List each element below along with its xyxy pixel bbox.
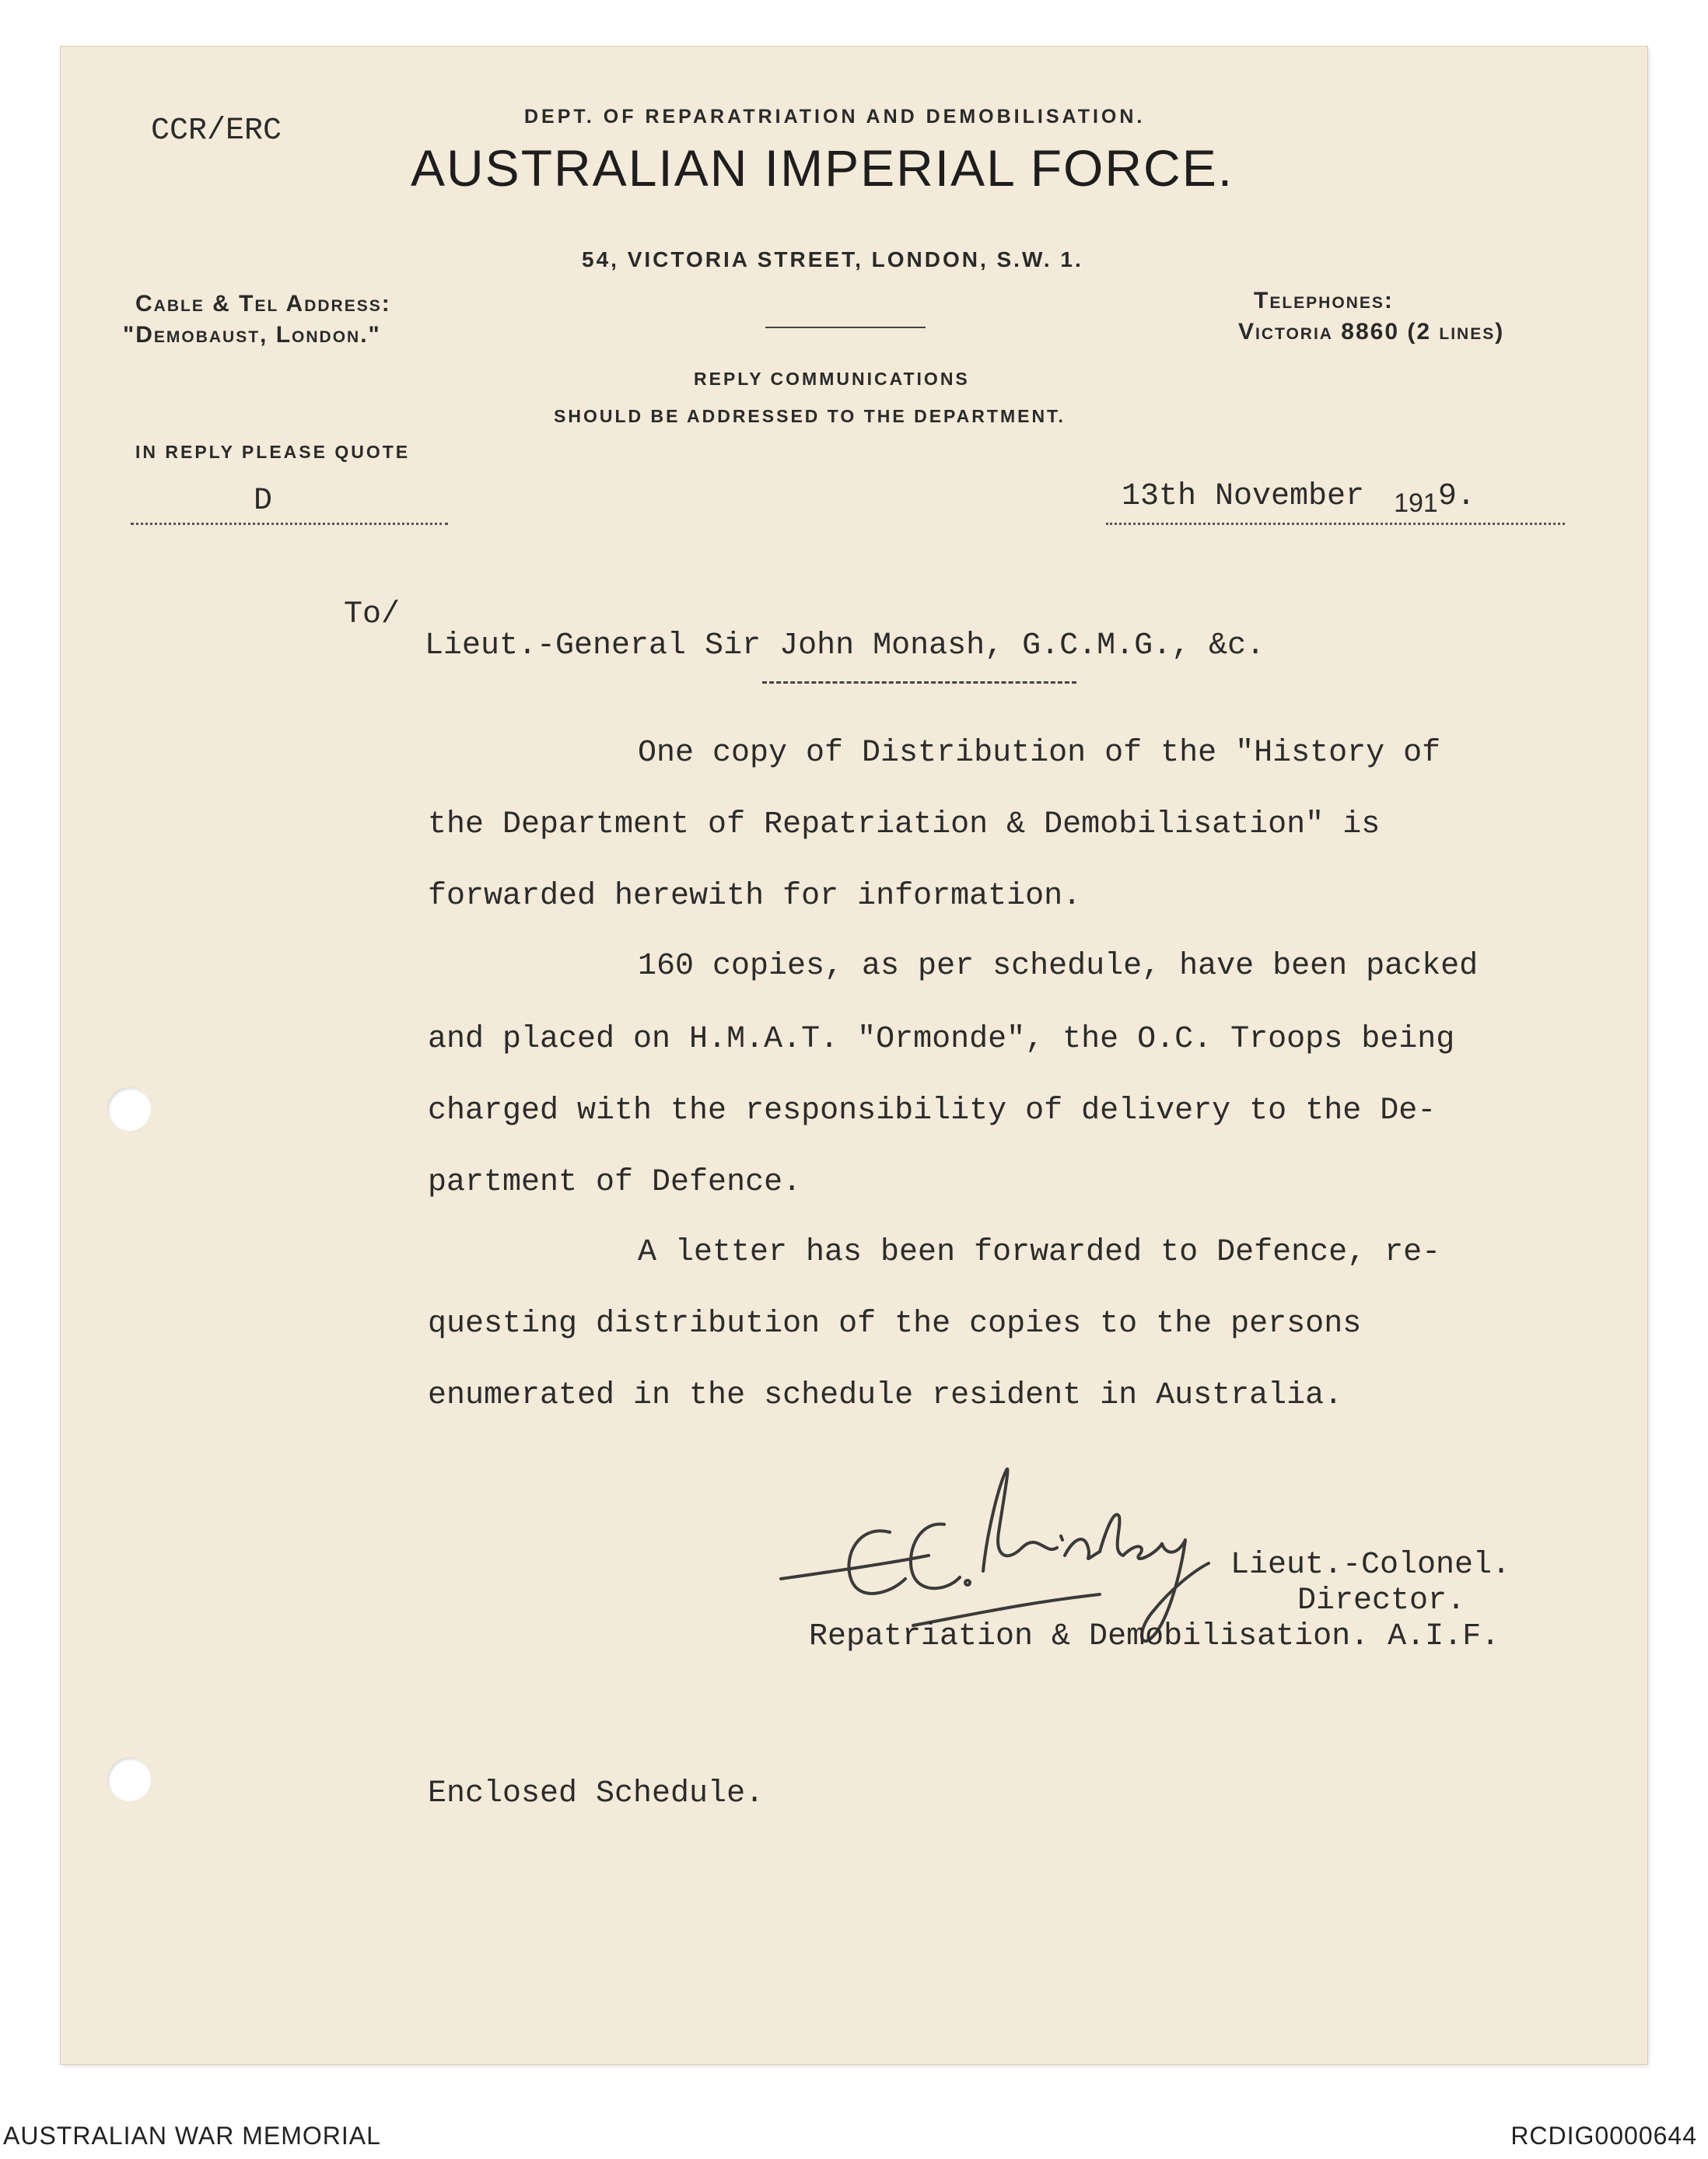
letterhead-dept: DEPT. OF REPARATRIATION AND DEMOBILISATION. xyxy=(524,106,1146,128)
body-line-6: charged with the responsibility of delivery to the De- xyxy=(428,1093,1437,1128)
date-year-prefix: 191 xyxy=(1394,488,1438,518)
body-line-7: partment of Defence. xyxy=(428,1165,802,1200)
signatory-title: Director. xyxy=(1297,1583,1466,1618)
telephones-value: Victoria 8860 (2 lines) xyxy=(1238,319,1505,345)
punch-hole-bottom xyxy=(107,1758,151,1801)
body-line-3: forwarded herewith for information. xyxy=(428,879,1082,914)
letterhead-org: AUSTRALIAN IMPERIAL FORCE. xyxy=(411,139,1234,197)
body-line-4: 160 copies, as per schedule, have been packed xyxy=(638,949,1479,984)
signatory-unit: Repatriation & Demobilisation. A.I.F. xyxy=(809,1619,1500,1654)
date-dotted-line xyxy=(1106,523,1565,525)
cable-address-label: Cable & Tel Address: xyxy=(135,291,391,317)
recipient: Lieut.-General Sir John Monash, G.C.M.G., &c. xyxy=(425,628,1265,663)
letterhead-address: 54, VICTORIA STREET, LONDON, S.W. 1. xyxy=(582,247,1083,271)
enclosure-note: Enclosed Schedule. xyxy=(428,1776,765,1811)
body-line-5: and placed on H.M.A.T. "Ormonde", the O.C. Troops being xyxy=(428,1022,1455,1057)
body-line-9: questing distribution of the copies to the persons xyxy=(428,1307,1362,1342)
reply-instruction-line2: SHOULD BE ADDRESSED TO THE DEPARTMENT. xyxy=(554,406,1066,426)
body-line-1: One copy of Distribution of the "History of xyxy=(638,736,1441,771)
letter-page xyxy=(61,47,1647,2064)
telephones-label: Telephones: xyxy=(1254,288,1394,313)
recipient-underline xyxy=(762,681,1076,684)
to-label: To/ xyxy=(344,597,401,632)
body-line-10: enumerated in the schedule resident in Australia. xyxy=(428,1378,1343,1413)
reply-instruction-line1: REPLY COMMUNICATIONS xyxy=(694,369,970,389)
letter-date xyxy=(1122,479,1475,518)
quote-dotted-line xyxy=(131,523,448,525)
punch-hole-top xyxy=(107,1087,151,1131)
footer-record-id: RCDIG0000644 xyxy=(1510,2122,1697,2150)
date-day-month: 13th November xyxy=(1122,479,1365,514)
quote-value: D xyxy=(254,484,273,519)
cable-address-value: "Demobaust, London." xyxy=(123,322,381,348)
letterhead-divider xyxy=(765,327,926,328)
body-line-8: A letter has been forwarded to Defence, re- xyxy=(638,1235,1441,1270)
file-reference: CCR/ERC xyxy=(151,114,282,149)
date-year-suffix: 9. xyxy=(1437,479,1475,514)
quote-label: IN REPLY PLEASE QUOTE xyxy=(135,442,411,462)
body-line-2: the Department of Repatriation & Demobilisation" is xyxy=(428,807,1381,842)
footer-archive-name: AUSTRALIAN WAR MEMORIAL xyxy=(3,2122,381,2150)
signatory-rank: Lieut.-Colonel. xyxy=(1230,1548,1511,1583)
